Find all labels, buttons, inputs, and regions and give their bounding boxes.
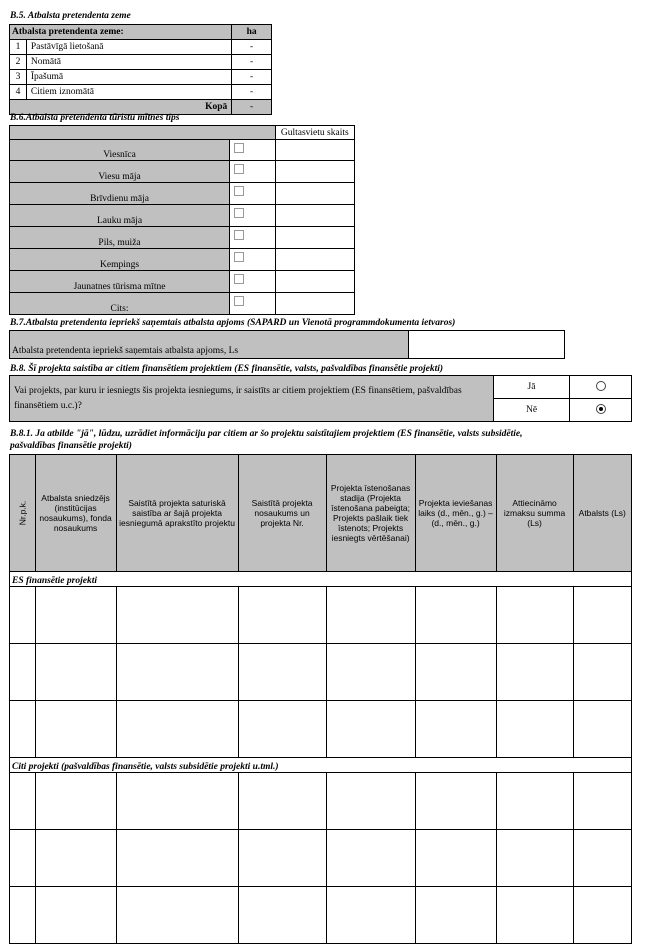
table-cell[interactable] — [415, 644, 496, 701]
table-cell[interactable] — [326, 701, 415, 758]
b6-type-label: Lauku māja — [10, 205, 230, 227]
b6-type-checkbox[interactable] — [230, 271, 276, 293]
b6-type-row — [10, 183, 355, 205]
table-cell[interactable] — [326, 773, 415, 830]
b6-type-checkbox[interactable] — [230, 161, 276, 183]
checkbox-icon — [234, 164, 244, 174]
b6-type-label: Viesu māja — [10, 161, 230, 183]
checkbox-icon — [234, 208, 244, 218]
checkbox-icon — [234, 252, 244, 262]
b5-row-num: 2 — [10, 55, 27, 70]
b6-header-row — [10, 126, 355, 140]
table-cell[interactable] — [415, 587, 496, 644]
table-cell[interactable] — [326, 830, 415, 887]
table-cell[interactable] — [35, 773, 116, 830]
b6-beds-input[interactable] — [275, 271, 354, 293]
b81-section-other: Citi projekti (pašvaldības finansētie, valsts subsidētie projekti u.tml.) — [10, 758, 632, 773]
checkbox-icon — [234, 274, 244, 284]
table-cell[interactable] — [238, 887, 326, 944]
b6-type-row — [10, 140, 355, 161]
checkbox-icon — [234, 230, 244, 240]
b6-type-label: Pils, muiža — [10, 227, 230, 249]
b7-table — [9, 330, 565, 359]
b5-header-row — [10, 25, 272, 40]
table-row — [10, 587, 632, 644]
b6-type-row — [10, 205, 355, 227]
b5-header-label: Atbalsta pretendenta zeme: — [10, 25, 232, 40]
b7-amount-input[interactable] — [409, 331, 565, 359]
b6-type-label: Viesnīca — [10, 140, 230, 161]
b81-col-header: Projekta īstenošanas stadija (Projekta īstenošana pabeigta; Projekts pašlaik tiek īstenots; Projekts iesniegts vērtēšanai) — [326, 455, 415, 572]
table-cell[interactable] — [238, 701, 326, 758]
table-cell[interactable] — [238, 587, 326, 644]
b6-type-checkbox[interactable] — [230, 293, 276, 315]
b81-col-nr: Nr.p.k. — [17, 500, 28, 526]
table-cell[interactable] — [35, 701, 116, 758]
b5-total-value: - — [232, 100, 272, 115]
b5-total-label: Kopā — [10, 100, 232, 115]
b5-row-value[interactable]: - — [232, 55, 272, 70]
b81-section-row — [10, 572, 632, 587]
b6-header-blank — [10, 126, 276, 140]
b6-beds-input[interactable] — [275, 227, 354, 249]
table-cell[interactable] — [573, 887, 631, 944]
table-cell[interactable] — [10, 887, 36, 944]
table-cell[interactable] — [116, 644, 238, 701]
table-cell[interactable] — [35, 644, 116, 701]
b6-beds-input[interactable] — [275, 293, 354, 315]
table-cell[interactable] — [496, 701, 573, 758]
b5-row — [10, 70, 272, 85]
table-cell[interactable] — [10, 830, 36, 887]
b6-type-label: Jaunatnes tūrisma mītne — [10, 271, 230, 293]
table-cell[interactable] — [116, 701, 238, 758]
table-cell[interactable] — [496, 587, 573, 644]
table-cell[interactable] — [496, 644, 573, 701]
b81-related-projects-table — [9, 454, 632, 944]
table-row — [10, 701, 632, 758]
b81-section-es: ES finansētie projekti — [10, 572, 632, 587]
table-cell[interactable] — [415, 701, 496, 758]
table-cell[interactable] — [238, 830, 326, 887]
b5-row — [10, 40, 272, 55]
b6-type-label: Brīvdienu māja — [10, 183, 230, 205]
b5-row — [10, 85, 272, 100]
b5-row-value[interactable]: - — [232, 40, 272, 55]
table-cell[interactable] — [415, 887, 496, 944]
table-cell[interactable] — [116, 587, 238, 644]
table-cell[interactable] — [573, 773, 631, 830]
table-cell[interactable] — [238, 773, 326, 830]
table-cell[interactable] — [496, 773, 573, 830]
b6-col-header: Gultasvietu skaits — [275, 126, 354, 140]
b6-beds-input[interactable] — [275, 140, 354, 161]
table-cell[interactable] — [116, 887, 238, 944]
table-cell[interactable] — [496, 887, 573, 944]
b6-beds-input[interactable] — [275, 205, 354, 227]
b6-beds-input[interactable] — [275, 161, 354, 183]
b5-row-value[interactable]: - — [232, 85, 272, 100]
b6-type-checkbox[interactable] — [230, 140, 276, 161]
b6-type-row — [10, 227, 355, 249]
b81-title-line1: B.8.1. Ja atbilde "jā", lūdzu, uzrādiet informāciju par citiem ar šo projektu saistītajiem projektiem (ES finansētie, valsts subsidētie, — [10, 429, 523, 439]
b6-type-row — [10, 161, 355, 183]
b8-option-yes-label: Jā — [494, 376, 570, 399]
table-cell[interactable] — [238, 644, 326, 701]
b8-title: B.8. Šī projekta saistība ar citiem finansētiem projektiem (ES finansētie, valsts, pašvaldības finansētie projekti) — [10, 364, 444, 374]
b81-col-header: Saistītā projekta saturiskā saistība ar šajā projekta iesniegumā aprakstīto projektu — [116, 455, 238, 572]
radio-selected-icon — [596, 404, 606, 414]
table-cell[interactable] — [35, 587, 116, 644]
table-row — [10, 830, 632, 887]
b6-type-checkbox[interactable] — [230, 227, 276, 249]
b8-option-yes-radio[interactable] — [570, 376, 632, 399]
b5-row-label: Īpašumā — [26, 70, 231, 85]
b6-type-checkbox[interactable] — [230, 249, 276, 271]
table-cell[interactable] — [415, 773, 496, 830]
b8-table — [9, 375, 632, 422]
b6-type-row — [10, 249, 355, 271]
b5-row-num: 1 — [10, 40, 27, 55]
table-row — [10, 773, 632, 830]
table-cell[interactable] — [10, 587, 36, 644]
b7-title: B.7.Atbalsta pretendenta iepriekš saņemtais atbalsta apjoms (SAPARD un Vienotā programmdokumenta ietvaros) — [10, 318, 456, 328]
table-row — [10, 644, 632, 701]
b6-title: B.6.Atbalsta pretendenta tūristu mītnes tips — [10, 113, 180, 123]
b5-row-label: Pastāvīgā lietošanā — [26, 40, 231, 55]
b5-header-unit: ha — [232, 25, 272, 40]
b6-type-row — [10, 293, 355, 315]
b6-accommodation-table — [9, 125, 355, 315]
b6-type-checkbox[interactable] — [230, 183, 276, 205]
table-cell[interactable] — [496, 830, 573, 887]
b81-col-header: Projekta ieviešanas laiks (d., mēn., g.) – (d., mēn., g.) — [415, 455, 496, 572]
b81-section-row — [10, 758, 632, 773]
b5-row — [10, 55, 272, 70]
checkbox-icon — [234, 296, 244, 306]
b81-col-header: Atbalsta sniedzējs (institūcijas nosaukums), fonda nosaukums — [35, 455, 116, 572]
b5-land-table — [9, 24, 272, 115]
b81-col-header: Attiecināmo izmaksu summa (Ls) — [496, 455, 573, 572]
checkbox-icon — [234, 143, 244, 153]
b81-col-header — [10, 455, 36, 572]
table-cell[interactable] — [10, 644, 36, 701]
b81-col-header: Atbalsts (Ls) — [573, 455, 631, 572]
table-cell[interactable] — [10, 701, 36, 758]
b81-header-row — [10, 455, 632, 572]
b81-col-header: Saistītā projekta nosaukums un projekta Nr. — [238, 455, 326, 572]
table-cell[interactable] — [326, 644, 415, 701]
radio-icon — [596, 381, 606, 391]
b5-row-num: 3 — [10, 70, 27, 85]
table-cell[interactable] — [573, 644, 631, 701]
table-cell[interactable] — [10, 773, 36, 830]
table-row — [10, 887, 632, 944]
b5-title: B.5. Atbalsta pretendenta zeme — [10, 11, 131, 21]
b8-option-no-label: Nē — [494, 399, 570, 422]
b6-type-checkbox[interactable] — [230, 205, 276, 227]
b7-label: Atbalsta pretendenta iepriekš saņemtais atbalsta apjoms, Ls — [10, 331, 409, 359]
checkbox-icon — [234, 186, 244, 196]
b8-question: Vai projekts, par kuru ir iesniegts šis projekta iesniegums, ir saistīts ar citiem projektiem (ES finansētiem, pašvaldības finansētiem u.c.)? — [10, 376, 494, 422]
table-cell[interactable] — [35, 830, 116, 887]
b6-type-label: Kempings — [10, 249, 230, 271]
b5-row-label: Nomātā — [26, 55, 231, 70]
table-cell[interactable] — [35, 887, 116, 944]
b6-beds-input[interactable] — [275, 249, 354, 271]
table-cell[interactable] — [116, 773, 238, 830]
b5-row-num: 4 — [10, 85, 27, 100]
b8-option-no-radio[interactable] — [570, 399, 632, 422]
b6-beds-input[interactable] — [275, 183, 354, 205]
table-cell[interactable] — [326, 887, 415, 944]
b5-row-value[interactable]: - — [232, 70, 272, 85]
table-cell[interactable] — [573, 587, 631, 644]
b6-type-label: Cits: — [10, 293, 230, 315]
table-cell[interactable] — [573, 830, 631, 887]
table-cell[interactable] — [415, 830, 496, 887]
b81-title-line2: pašvaldības finansētie projekti) — [10, 441, 132, 451]
b6-type-row — [10, 271, 355, 293]
table-cell[interactable] — [573, 701, 631, 758]
b5-row-label: Citiem iznomātā — [26, 85, 231, 100]
table-cell[interactable] — [116, 830, 238, 887]
table-cell[interactable] — [326, 587, 415, 644]
